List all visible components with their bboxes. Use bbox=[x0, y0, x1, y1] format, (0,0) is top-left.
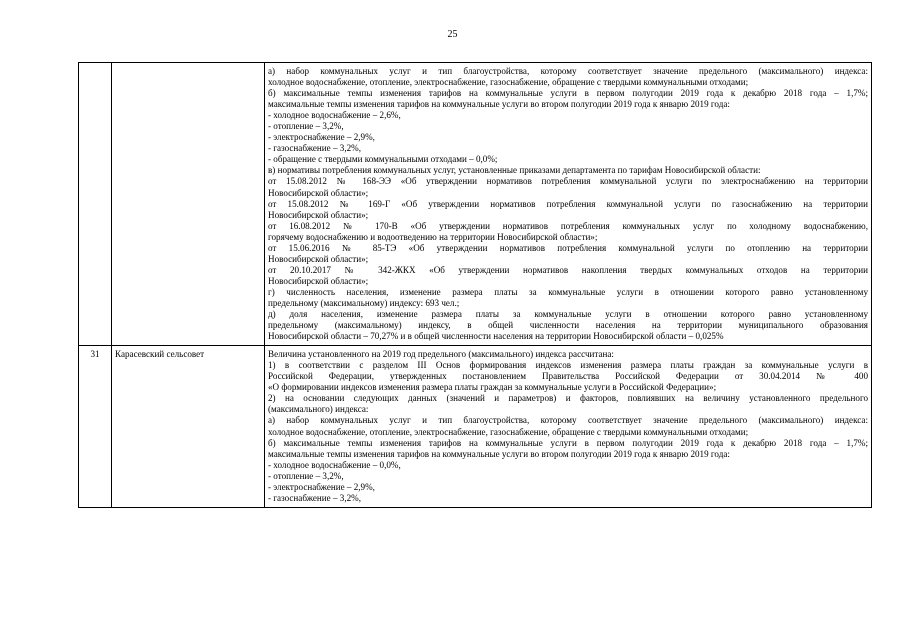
description-cell bbox=[265, 63, 872, 346]
text-line: от 20.10.2017 № 342-ЖКХ «Об утверждении нормативов накопления твердых коммунальных отходов на территории bbox=[268, 264, 868, 275]
text-line: Новосибирской области»; bbox=[268, 187, 369, 198]
text-line: - холодное водоснабжение – 0,0%, bbox=[268, 459, 401, 470]
text-line: б) максимальные темпы изменения тарифов на коммунальные услуги в первом полугодии 2019 года к декабрю 2018 года – 1,7%; bbox=[268, 88, 868, 99]
page-number: 25 bbox=[447, 29, 458, 40]
text-line: Новосибирской области»; bbox=[268, 275, 369, 286]
text-line: в) нормативы потребления коммунальных услуг, установленные приказами департамента по тарифам Новосибирской области: bbox=[268, 165, 761, 176]
text-line: от 16.08.2012 № 170-В «Об утверждении нормативов потребления коммунальных услуг по холодному водоснабжению, bbox=[268, 220, 868, 231]
text-line: максимальные темпы изменения тарифов на коммунальные услуги во втором полугодии 2019 года к январю 2019 года: bbox=[268, 99, 730, 110]
table-row bbox=[79, 63, 872, 346]
text-line: (максимального) индекса: bbox=[268, 404, 369, 415]
text-line: Новосибирской области»; bbox=[268, 209, 369, 220]
text-line: г) численность населения, изменение размера платы за коммунальные услуги в отношении которого равно установленному bbox=[268, 286, 868, 297]
text-line: 1) в соответствии с разделом III Основ формирования индексов изменения размера платы граждан за коммунальные услуги в bbox=[268, 360, 868, 371]
text-line: Новосибирской области»; bbox=[268, 253, 369, 264]
text-line: - холодное водоснабжение – 2,6%, bbox=[268, 110, 401, 121]
text-line: от 15.08.2012 № 168-ЭЭ «Об утверждении нормативов потребления коммунальной услуги по электроснабжению на территории bbox=[268, 176, 868, 187]
text-line: холодное водоснабжение, отопление, электроснабжение, газоснабжение, обращение с твердыми коммунальными отходами; bbox=[268, 426, 749, 437]
text-line: - обращение с твердыми коммунальными отходами – 0,0%; bbox=[268, 154, 498, 165]
row-number-cell: 31 bbox=[79, 346, 112, 508]
row-number-cell bbox=[79, 63, 112, 346]
text-line: Российской Федерации, утвержденных постановлением Правительства Российской Федерации от 30.04.2014 № 400 bbox=[268, 371, 868, 382]
text-line: горячему водоснабжению и водоотведению на территории Новосибирской области»; bbox=[268, 231, 598, 242]
text-line: - отопление – 3,2%, bbox=[268, 470, 344, 481]
text-line: Величина установленного на 2019 год предельного (максимального) индекса рассчитана: bbox=[268, 349, 614, 360]
municipality-name-cell bbox=[112, 63, 265, 346]
text-line: предельному (максимальному) индексу: 693 чел.; bbox=[268, 297, 460, 308]
text-line: а) набор коммунальных услуг и тип благоустройства, которому соответствует значение предельного (максимального) индекса: bbox=[268, 415, 868, 426]
text-line: от 15.06.2016 № 85-ТЭ «Об утверждении нормативов потребления коммунальной услуги по отоплению на территории bbox=[268, 242, 868, 253]
text-line: от 15.08.2012 № 169-Г «Об утверждении нормативов потребления коммунальной услуги по газоснабжению на территории bbox=[268, 198, 868, 209]
text-line: д) доля населения, изменение размера платы за коммунальные услуги в отношении которого равно установленному bbox=[268, 309, 868, 320]
text-line: холодное водоснабжение, отопление, электроснабжение, газоснабжение, обращение с твердыми коммунальными отходами; bbox=[268, 77, 749, 88]
table-row bbox=[79, 346, 872, 508]
text-line: предельному (максимальному) индексу, в общей численности населения на территории муниципального образования bbox=[268, 320, 868, 331]
text-line: Новосибирской области – 70,27% и в общей численности населения на территории Новосибирской области – 0,025% bbox=[268, 331, 724, 342]
text-line: - отопление – 3,2%, bbox=[268, 121, 344, 132]
text-line: - электроснабжение – 2,9%, bbox=[268, 481, 375, 492]
description-cell bbox=[265, 346, 872, 508]
text-line: - газоснабжение – 3,2%, bbox=[268, 492, 361, 503]
text-line: - газоснабжение – 3,2%, bbox=[268, 143, 361, 154]
text-line: 2) на основании следующих данных (значений и параметров) и факторов, повлиявших на величину установленного предельного bbox=[268, 393, 868, 404]
document-table bbox=[78, 62, 872, 508]
text-line: б) максимальные темпы изменения тарифов на коммунальные услуги в первом полугодии 2019 года к декабрю 2018 года – 1,7%; bbox=[268, 437, 868, 448]
text-line: максимальные темпы изменения тарифов на коммунальные услуги во втором полугодии 2019 года к январю 2019 года: bbox=[268, 448, 730, 459]
text-line: а) набор коммунальных услуг и тип благоустройства, которому соответствует значение предельного (максимального) индекса: bbox=[268, 66, 868, 76]
text-line: «О формировании индексов изменения размера платы граждан за коммунальные услуги в Российской Федерации»; bbox=[268, 382, 717, 393]
text-line: - электроснабжение – 2,9%, bbox=[268, 132, 375, 143]
municipality-name-cell: Карасевский сельсовет bbox=[112, 346, 265, 508]
